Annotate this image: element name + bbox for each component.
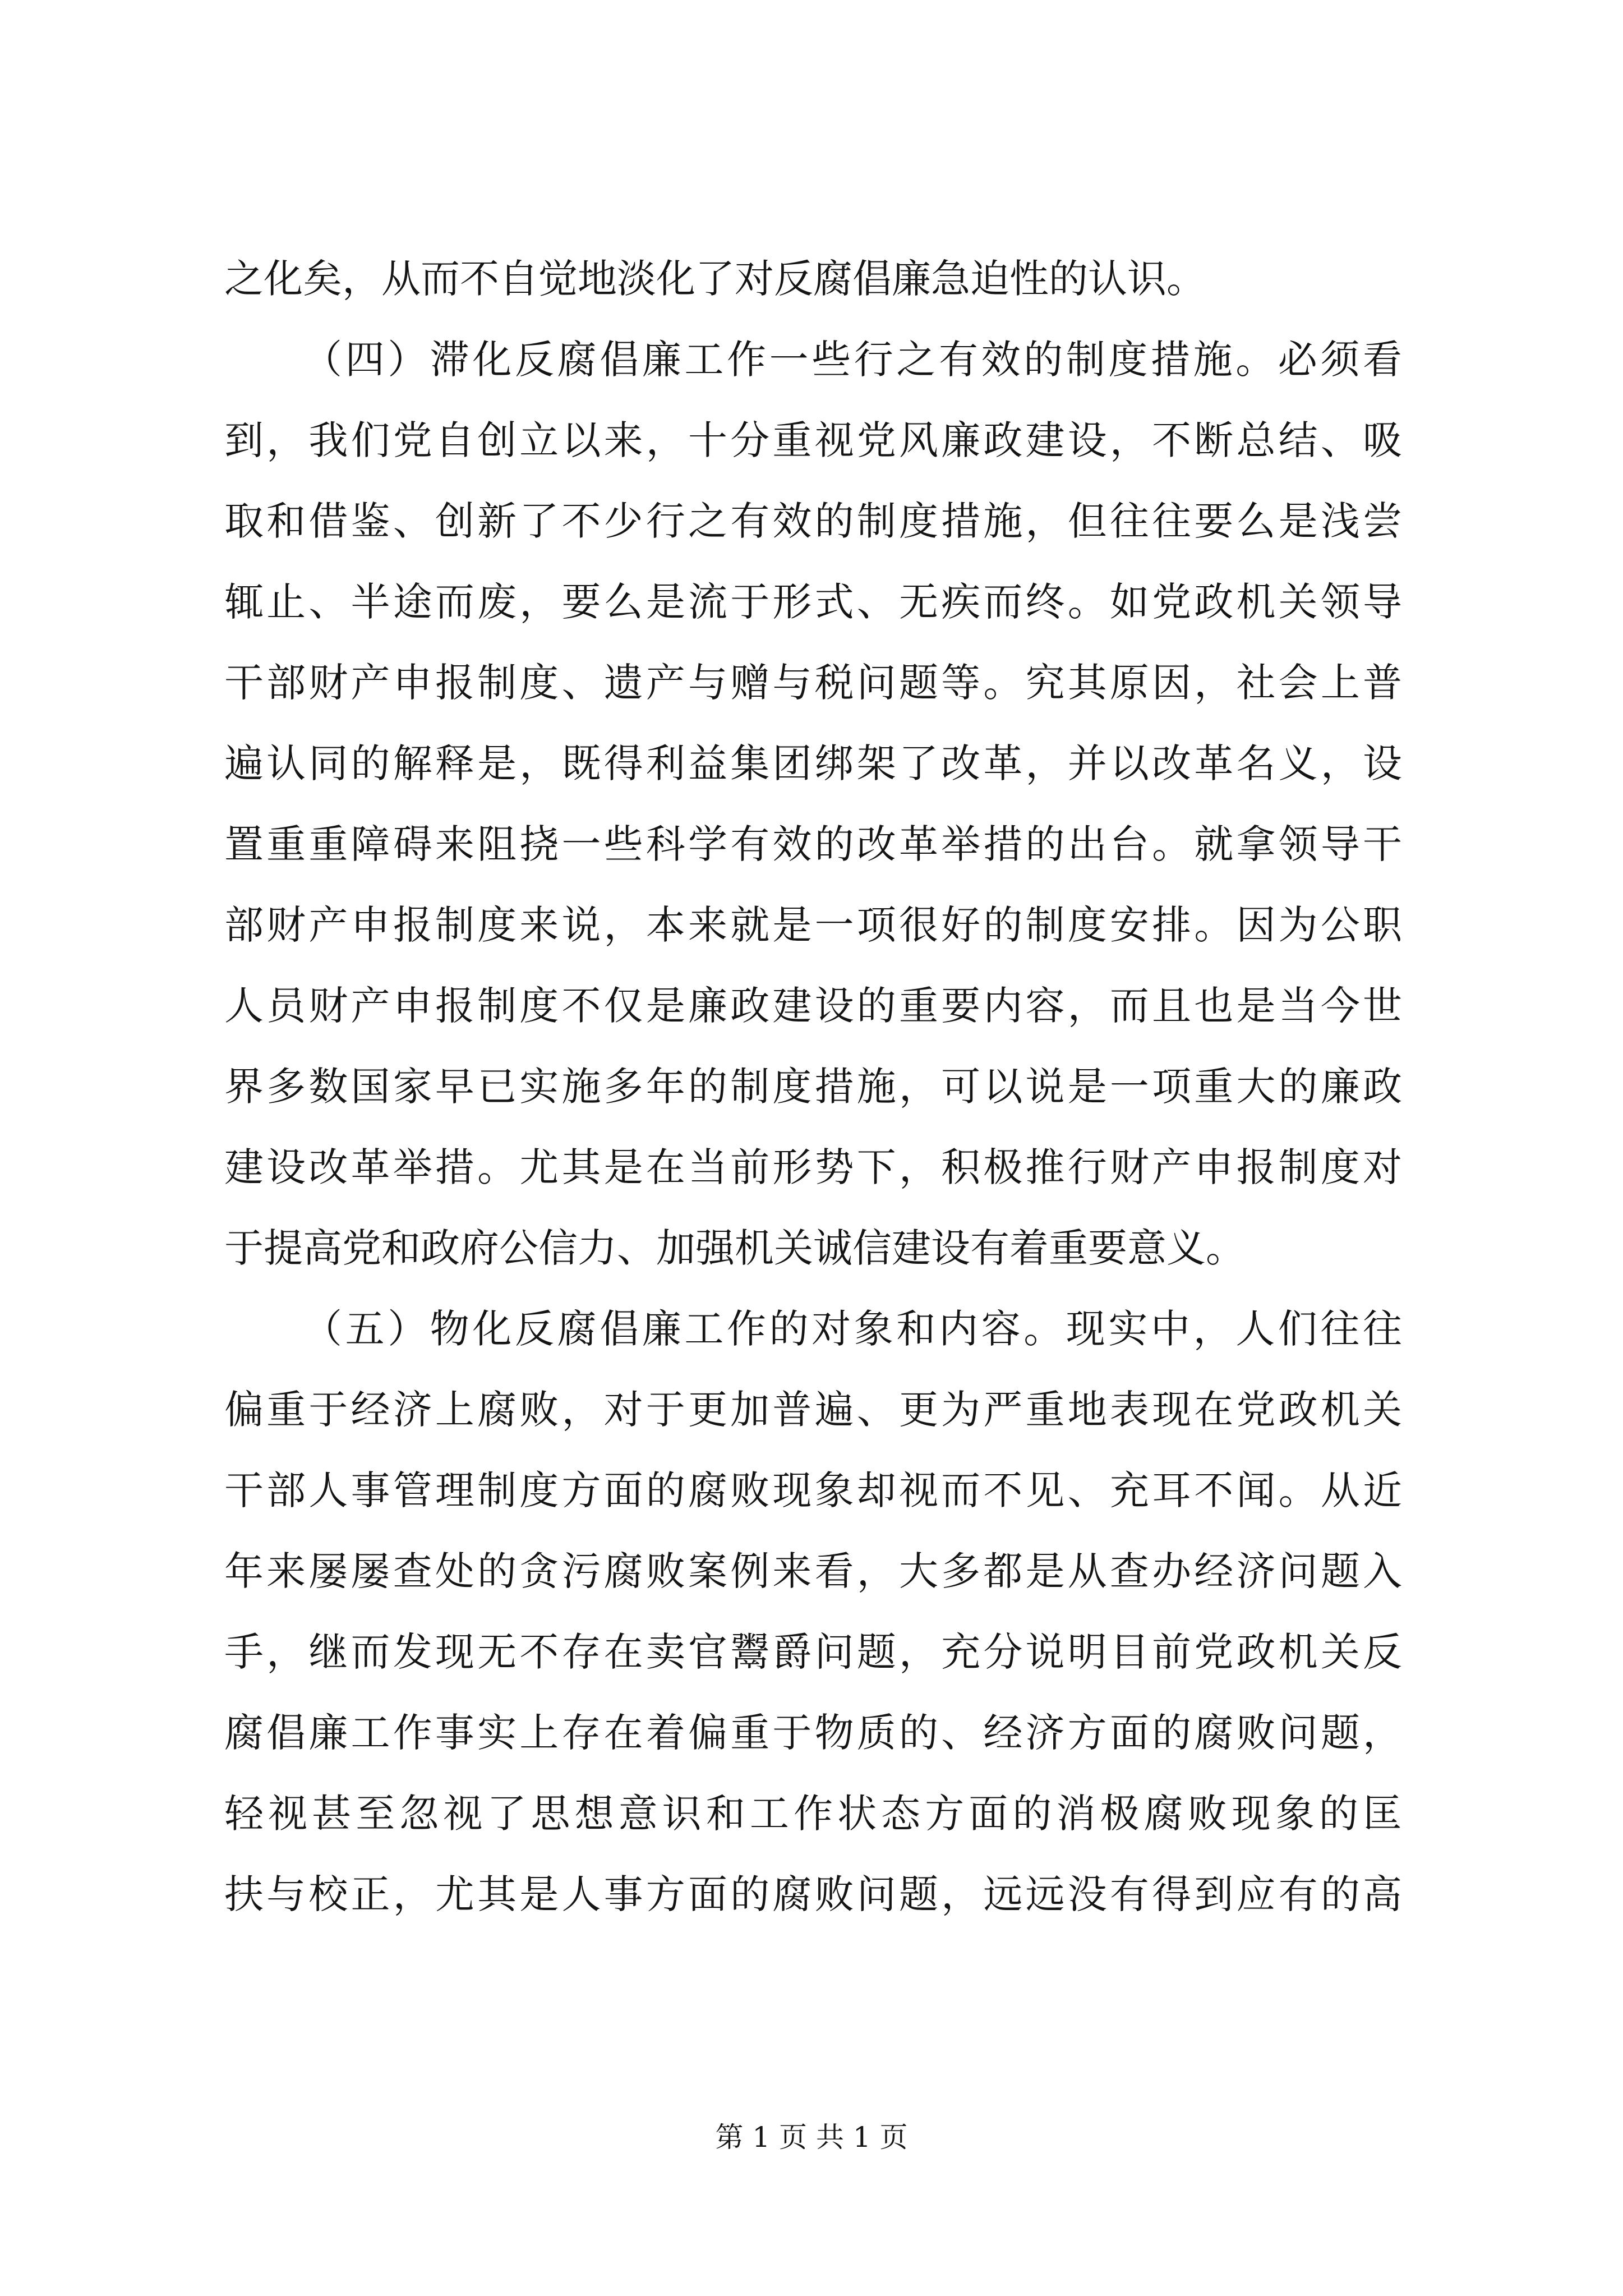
text-line: 部财产申报制度来说，本来就是一项很好的制度安排。因为公职 — [224, 902, 1402, 948]
page-number: 第 1 页 共 1 页 — [715, 2121, 908, 2154]
text-line: 遍认同的解释是，既得利益集团绑架了改革，并以改革名义，设 — [224, 740, 1402, 786]
text-line: 于提高党和政府公信力、加强机关诚信建设有着重要意义。 — [224, 1225, 1245, 1271]
text-line: 之化矣，从而不自觉地淡化了对反腐倡廉急迫性的认识。 — [224, 256, 1206, 302]
text-line: 扶与校正，尤其是人事方面的腐败问题，远远没有得到应有的高 — [224, 1871, 1402, 1917]
text-line: 辄止、半途而废，要么是流于形式、无疾而终。如党政机关领导 — [224, 579, 1402, 625]
text-line: 干部人事管理制度方面的腐败现象却视而不见、充耳不闻。从近 — [224, 1467, 1402, 1513]
text-line: 置重重障碍来阻挠一些科学有效的改革举措的出台。就拿领导干 — [224, 821, 1402, 867]
text-line: 轻视甚至忽视了思想意识和工作状态方面的消极腐败现象的匡 — [224, 1791, 1402, 1837]
text-line: 到，我们党自创立以来，十分重视党风廉政建设，不断总结、吸 — [224, 417, 1402, 463]
text-line: 年来屡屡查处的贪污腐败案例来看，大多都是从查办经济问题入 — [224, 1548, 1402, 1594]
paragraph-heading-line: （五）物化反腐倡廉工作的对象和内容。现实中，人们往往 — [303, 1306, 1402, 1352]
text-line: 手，继而发现无不存在卖官鬻爵问题，充分说明目前党政机关反 — [224, 1629, 1402, 1675]
text-line: 界多数国家早已实施多年的制度措施，可以说是一项重大的廉政 — [224, 1064, 1402, 1110]
text-line: 取和借鉴、创新了不少行之有效的制度措施，但往往要么是浅尝 — [224, 498, 1402, 544]
text-line: 偏重于经济上腐败，对于更加普遍、更为严重地表现在党政机关 — [224, 1387, 1402, 1433]
paragraph-heading-line: （四）滞化反腐倡廉工作一些行之有效的制度措施。必须看 — [303, 337, 1402, 383]
document-body — [224, 238, 1402, 1935]
page-footer — [0, 2115, 1623, 2160]
text-line: 干部财产申报制度、遗产与赠与税问题等。究其原因，社会上普 — [224, 660, 1402, 706]
text-line: 建设改革举措。尤其是在当前形势下，积极推行财产申报制度对 — [224, 1144, 1402, 1190]
text-line: 人员财产申报制度不仅是廉政建设的重要内容，而且也是当今世 — [224, 983, 1402, 1029]
text-line: 腐倡廉工作事实上存在着偏重于物质的、经济方面的腐败问题， — [224, 1710, 1402, 1756]
